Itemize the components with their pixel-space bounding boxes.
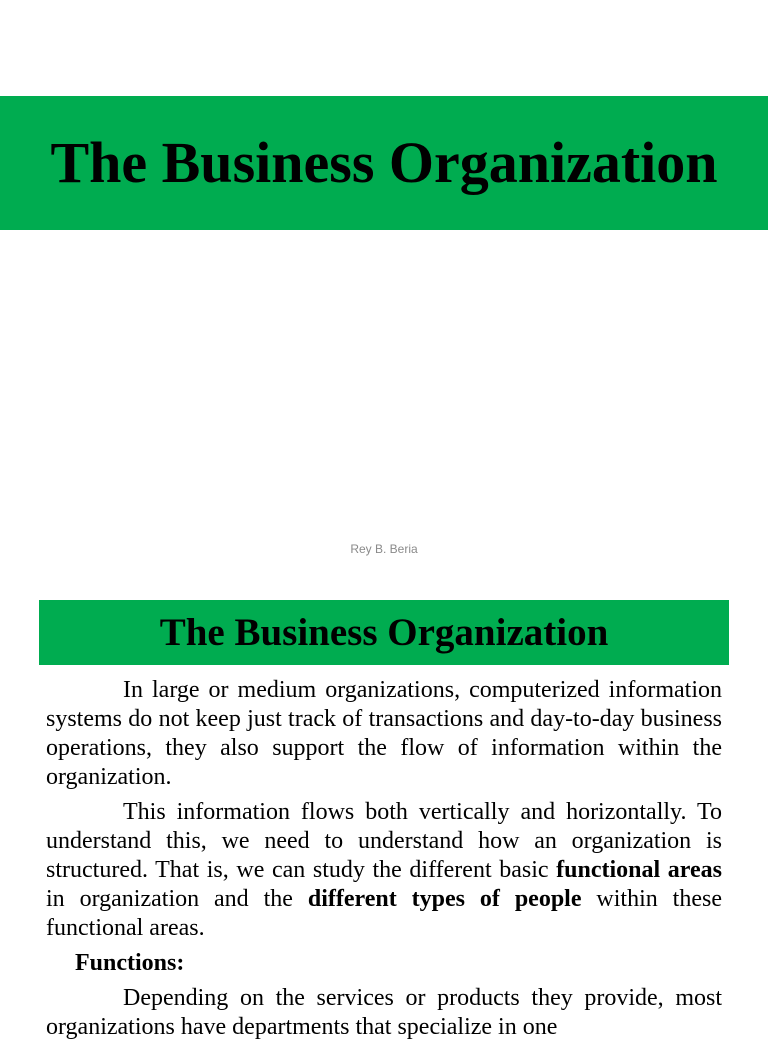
- author-name: Rey B. Beria: [350, 542, 418, 556]
- bold-term-types-of-people: different types of people: [307, 886, 582, 912]
- section-title-banner: [39, 600, 729, 665]
- paragraph-information-flow: [46, 798, 722, 943]
- text-run: within these functional areas.: [46, 886, 722, 941]
- slide-body: [46, 676, 722, 1048]
- text-run: in organization and the: [46, 886, 308, 912]
- text-run: This information flows both vertically and horizontally. To understand this, we need to understand how an organization is structured. That is, we can study the different basic: [46, 799, 722, 883]
- slide-title: The Business Organization: [50, 130, 718, 195]
- bold-term-functional-areas: functional areas: [556, 857, 722, 883]
- title-banner: [0, 96, 768, 230]
- paragraph-departments: Depending on the services or products they provide, most organizations have departments that specialize in one: [46, 985, 722, 1040]
- section-title: The Business Organization: [159, 611, 609, 654]
- paragraph-intro: In large or medium organizations, computerized information systems do not keep just track of transactions and day-to-day business operations, they also support the flow of information within the organization.: [46, 677, 722, 790]
- functions-heading: Functions:: [75, 950, 185, 976]
